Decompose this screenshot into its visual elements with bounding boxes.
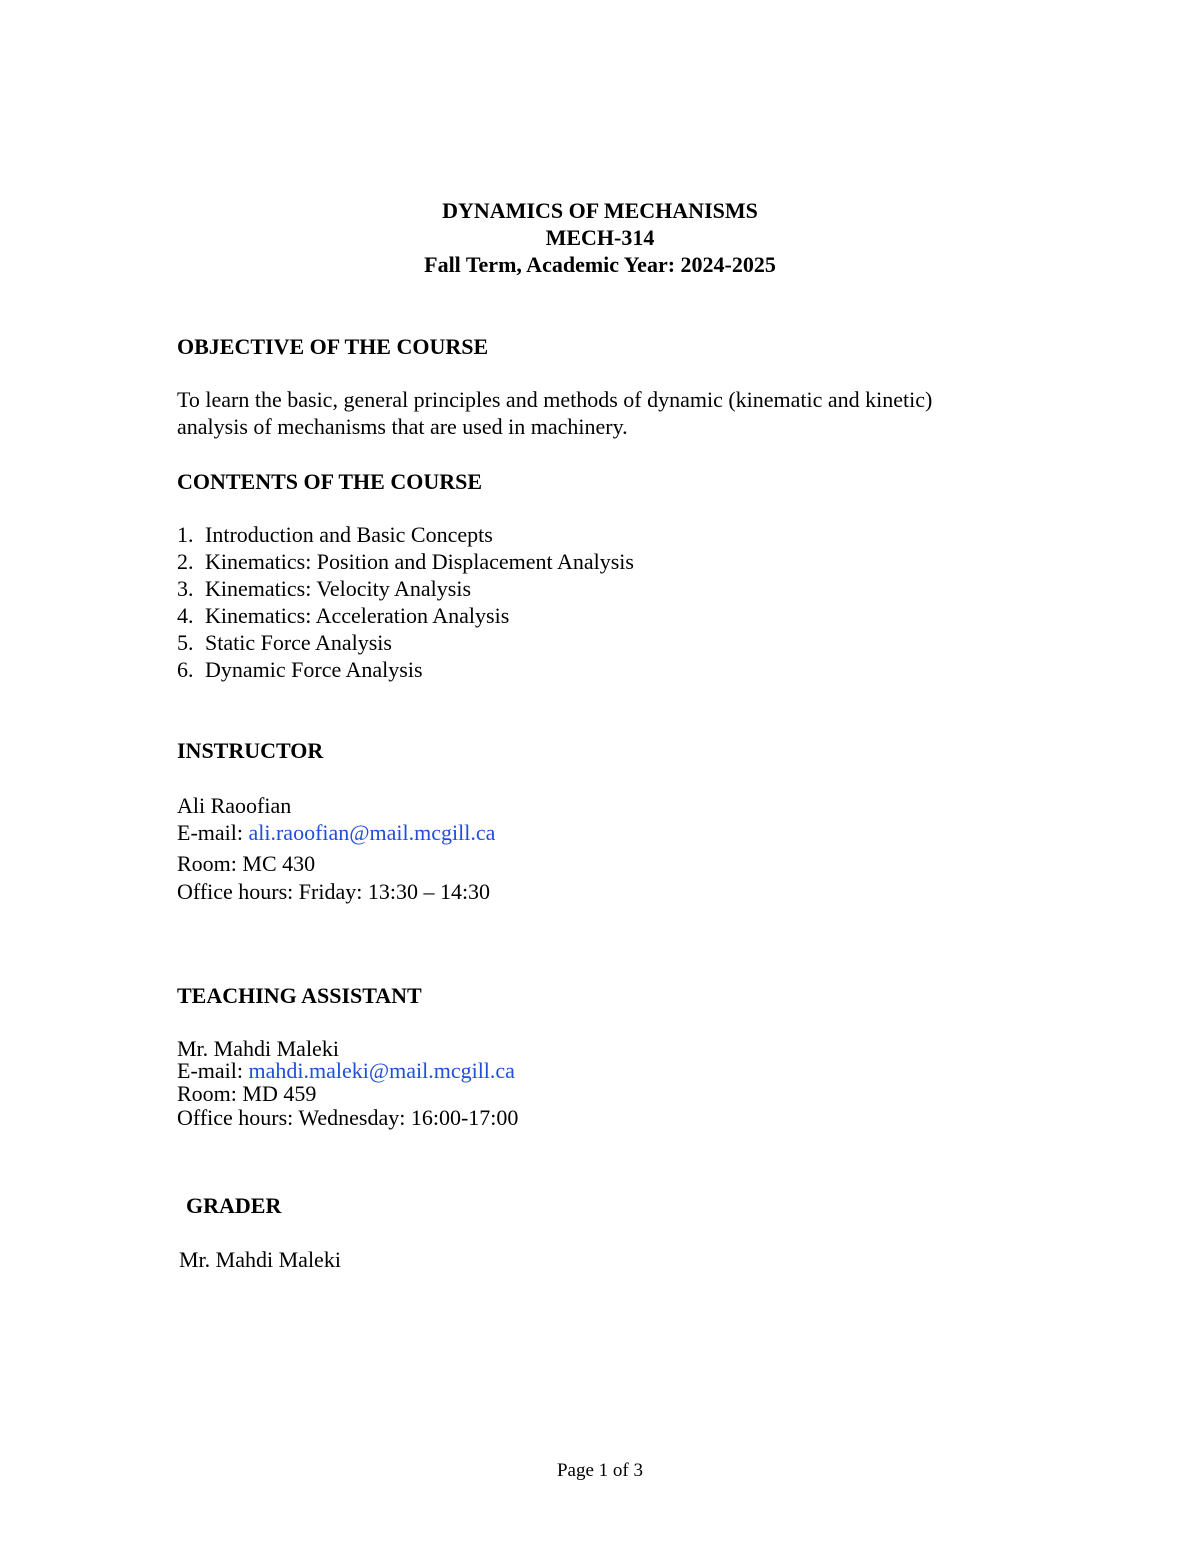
instructor-office-hours: Office hours: Friday: 13:30 – 14:30 xyxy=(177,879,491,904)
email-label: E-mail: xyxy=(177,1058,249,1083)
list-item-number: 3. xyxy=(177,576,194,601)
list-item-number: 1. xyxy=(177,522,194,547)
grader-heading: GRADER xyxy=(186,1193,282,1218)
page-number: Page 1 of 3 xyxy=(556,1460,643,1481)
course-code: MECH-314 xyxy=(545,225,655,250)
list-item-number: 2. xyxy=(177,549,194,574)
list-item xyxy=(177,630,392,656)
list-item-text: Kinematics: Velocity Analysis xyxy=(205,576,472,601)
list-item-number: 6. xyxy=(177,657,194,682)
list-item-text: Static Force Analysis xyxy=(205,630,392,655)
instructor-email-line xyxy=(177,820,495,846)
list-item xyxy=(177,549,634,575)
ta-heading: TEACHING ASSISTANT xyxy=(177,983,422,1008)
instructor-email-link[interactable]: ali.raoofian@mail.mcgill.ca xyxy=(248,820,496,845)
email-label: E-mail: xyxy=(177,820,249,845)
contents-heading: CONTENTS OF THE COURSE xyxy=(177,469,483,494)
list-item xyxy=(177,576,471,602)
instructor-room: Room: MC 430 xyxy=(177,851,316,876)
ta-email-link[interactable]: mahdi.maleki@mail.mcgill.ca xyxy=(248,1058,515,1083)
instructor-heading: INSTRUCTOR xyxy=(177,738,324,763)
list-item-text: Kinematics: Acceleration Analysis xyxy=(205,603,510,628)
list-item-number: 4. xyxy=(177,603,194,628)
list-item-number: 5. xyxy=(177,630,194,655)
ta-room: Room: MD 459 xyxy=(177,1081,317,1106)
document-title: DYNAMICS OF MECHANISMS xyxy=(442,198,758,223)
list-item xyxy=(177,603,509,629)
ta-name: Mr. Mahdi Maleki xyxy=(177,1036,339,1061)
list-item-text: Introduction and Basic Concepts xyxy=(205,522,493,547)
list-item-text: Dynamic Force Analysis xyxy=(205,657,423,682)
ta-office-hours: Office hours: Wednesday: 16:00-17:00 xyxy=(177,1105,519,1130)
grader-name: Mr. Mahdi Maleki xyxy=(179,1247,341,1272)
objective-text-line-1: To learn the basic, general principles and methods of dynamic (kinematic and kinetic) xyxy=(177,387,933,412)
objective-text-line-2: analysis of mechanisms that are used in machinery. xyxy=(177,414,628,439)
list-item xyxy=(177,657,423,683)
list-item-text: Kinematics: Position and Displacement Analysis xyxy=(205,549,634,574)
instructor-name: Ali Raoofian xyxy=(177,793,292,818)
objective-heading: OBJECTIVE OF THE COURSE xyxy=(177,334,489,359)
list-item xyxy=(177,522,493,548)
term-line: Fall Term, Academic Year: 2024-2025 xyxy=(424,252,776,277)
